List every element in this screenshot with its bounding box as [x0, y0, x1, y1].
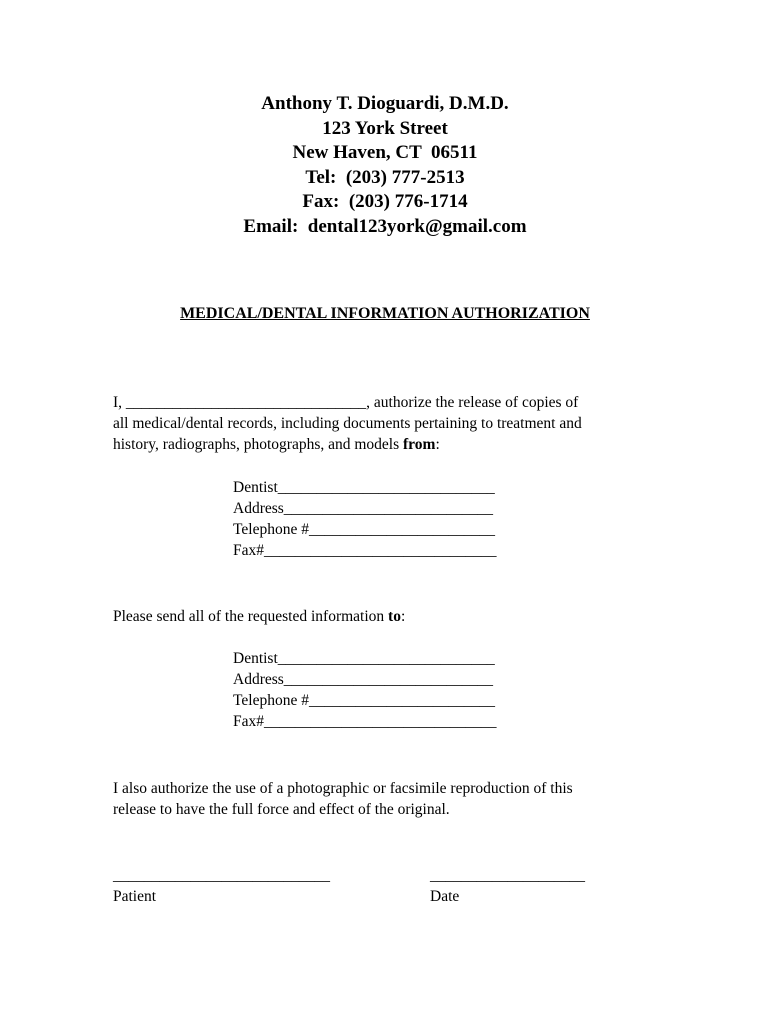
send-to-colon: :: [400, 608, 406, 625]
practice-telephone: Tel: (203) 777-2513: [305, 166, 465, 188]
date-signature-block: [430, 865, 585, 907]
facsimile-line-2: release to have the full force and effect of the original.: [113, 801, 450, 818]
from-address-field: Address___________________________: [233, 500, 494, 517]
date-signature-line: ____________________: [430, 867, 585, 884]
patient-signature-line: ____________________________: [113, 867, 330, 884]
date-label: Date: [430, 888, 460, 905]
authorization-line-1: I, _______________________________, authorize the release of copies of: [113, 394, 579, 411]
from-keyword: from: [403, 436, 436, 453]
practice-email: Email: dental123york@gmail.com: [243, 215, 527, 237]
authorization-line-3-text: history, radiographs, photographs, and models: [113, 436, 404, 453]
send-to-fields: [233, 648, 497, 732]
to-dentist-field: Dentist____________________________: [233, 650, 495, 667]
from-fax-field: Fax#______________________________: [233, 542, 497, 559]
practice-street: 123 York Street: [322, 117, 448, 139]
send-to-line: [113, 606, 673, 627]
form-title: MEDICAL/DENTAL INFORMATION AUTHORIZATION: [180, 305, 590, 322]
patient-signature-block: [113, 865, 330, 907]
to-fax-field: Fax#______________________________: [233, 713, 497, 730]
authorization-line-3-colon: :: [435, 436, 440, 453]
facsimile-paragraph: [113, 778, 673, 820]
from-telephone-field: Telephone #________________________: [233, 521, 495, 538]
send-to-text: Please send all of the requested information: [113, 608, 389, 625]
to-address-field: Address___________________________: [233, 671, 494, 688]
patient-label: Patient: [113, 888, 157, 905]
practice-fax: Fax: (203) 776-1714: [302, 191, 468, 212]
authorization-line-3: [113, 434, 673, 455]
authorization-paragraph: [113, 392, 673, 455]
authorization-line-2: all medical/dental records, including documents pertaining to treatment and: [113, 415, 582, 432]
from-dentist-field: Dentist____________________________: [233, 479, 495, 496]
to-keyword: to: [388, 608, 401, 625]
practice-name: Anthony T. Dioguardi, D.M.D.: [261, 93, 509, 114]
release-from-fields: [233, 477, 497, 561]
facsimile-line-1: I also authorize the use of a photographic or facsimile reproduction of this: [113, 780, 573, 797]
practice-header: [0, 92, 770, 239]
practice-city: New Haven, CT 06511: [292, 142, 478, 163]
send-to-paragraph: [113, 606, 673, 627]
to-telephone-field: Telephone #________________________: [233, 692, 495, 709]
